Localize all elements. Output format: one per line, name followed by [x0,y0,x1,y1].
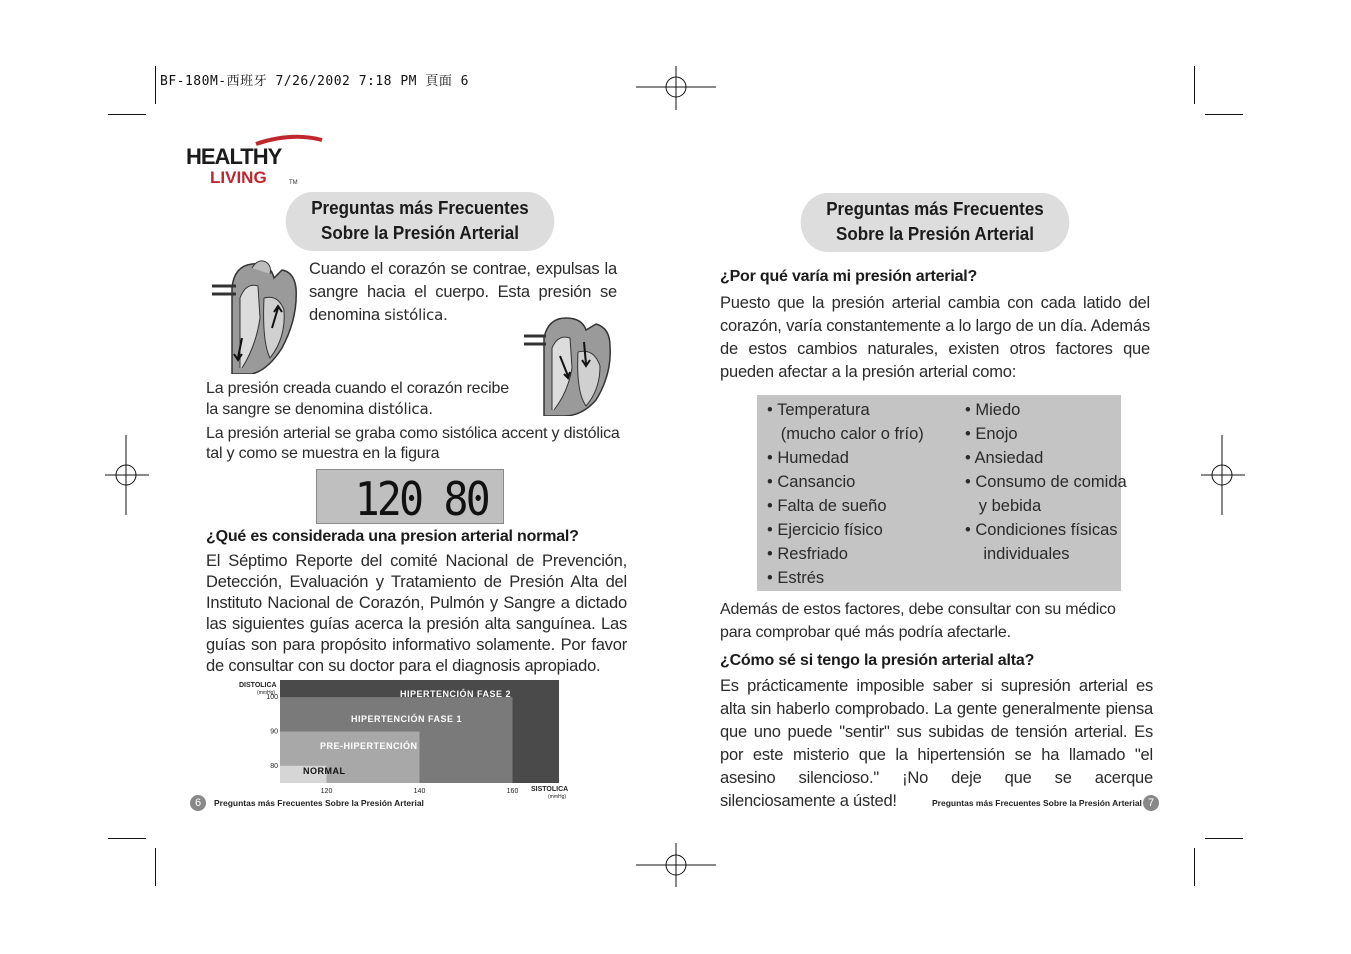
factor-item: • Condiciones físicas [965,521,1118,539]
chart-xlabel: SISTOLICA [531,786,569,793]
left-footer: Preguntas más Frecuentes Sobre la Presión Arterial [214,798,424,808]
systolic-term: sistólica [384,306,444,324]
left-header-line1: Preguntas más Frecuentes [311,197,529,218]
right-answer-high: Es prácticamente imposible saber si supresión arterial es alta sin haberlo comprobado. La gente generalmente piensa que uno puede "sentir" sus subidas de tensión arterial. Es por este misterio que la hipertensión se ha llamado "el asesino silencioso." ¡No deje que se acerque silenciosamente a ústed! [720,677,1153,810]
factors-list-2 [965,398,1127,566]
right-after-factors [720,598,1150,644]
factor-item: • Ejercicio físico [767,521,883,539]
chart-xunit: (mmHg) [548,794,567,800]
para2-line1: La presión creada cuando el corazón recibe [206,380,509,397]
left-header-line2: Sobre la Presión Arterial [320,222,520,243]
x-tick-label: 140 [413,788,426,795]
left-question-normal: ¿Qué es considerada una presion arterial normal? [206,528,579,545]
lcd-systolic: 120 [354,472,422,526]
lcd-diastolic: 80 [443,472,488,526]
right-question-varies: ¿Por qué varía mi presión arterial? [720,268,978,285]
logo-living-text: LIVING [210,168,267,187]
registration-mark-right-icon [1201,435,1245,515]
right-footer: Preguntas más Frecuentes Sobre la Presión Arterial [932,798,1142,808]
factor-item: individuales [965,545,1070,563]
x-tick-label: 160 [506,788,519,795]
factor-item: y bebida [965,497,1042,515]
left-page-number: 6 [190,795,206,811]
logo-healthy-text: HEALTHY [186,144,282,169]
factor-item: • Cansancio [767,473,856,491]
lcd-display [316,469,504,524]
para2-suffix: . [428,401,433,418]
y-tick-label: 80 [270,762,278,770]
registration-mark-top-icon [636,66,716,110]
print-slug: BF-180M-西班牙 7/26/2002 7:18 PM 頁面 6 [160,74,469,89]
left-para-diastolic [206,379,526,420]
factor-item: • Miedo [965,401,1021,419]
bp-category-chart [235,678,575,800]
chart-ylabel: DISTOLICA [239,682,277,689]
right-question-high: ¿Cómo sé si tengo la presión arterial alta? [720,652,1035,669]
y-tick-label: 90 [270,728,278,736]
left-para-recorded: La presión arterial se graba como sistólica accent y distólica tal y como se muestra en la figura [206,425,620,462]
left-section-header [286,192,555,251]
para2-line2: la sangre se denomina [206,401,368,418]
right-header-line1: Preguntas más Frecuentes [826,198,1044,219]
para1-suffix: . [443,306,448,324]
y-tick-label: 100 [266,694,278,702]
healthy-living-logo [186,134,326,192]
factor-item: • Enojo [965,425,1018,443]
left-answer-normal: El Séptimo Reporte del comité Nacional de Prevención, Detección, Evaluación y Tratamiento de Presión Alta del Instituto Nacional de Corazón, Pulmón y Sangre a dictado las siguientes guías acerca la presión alta sanguínea. Las guías son para propósito informativo solamente. Por favor de consultar con su doctor para el diagnosis apropiado. [206,552,627,675]
heart-contracting-illustration [212,258,304,374]
right-section-header [801,193,1070,252]
after-factors-line2: para comprobar qué más podría afectarle. [720,624,1011,641]
right-header-line2: Sobre la Presión Arterial [835,223,1035,244]
zone-label-3: NORMAL [303,766,346,776]
factor-item: • Falta de sueño [767,497,887,515]
factor-item: (mucho calor o frío) [767,425,924,443]
diastolic-term: distólica [367,400,429,418]
zone-label-2: PRE-HIPERTENCIÓN [320,741,418,751]
factor-item: • Resfriado [767,545,848,563]
right-answer-varies: Puesto que la presión arterial cambia con cada latido del corazón, varía constantemente a lo largo de un día. Además de estos cambios naturales, existen otros factores que pueden afectar a la presión arterial como: [720,294,1150,381]
factor-item: • Estrés [767,569,825,587]
registration-mark-left-icon [105,435,149,515]
factor-item: • Temperatura [767,401,870,419]
factor-item: • Humedad [767,449,849,467]
factor-item: • Consumo de comida [965,473,1127,491]
para1-text: Cuando el corazón se contrae, expulsas la sangre hacia el cuerpo. Esta presión se denomina [309,260,617,324]
registration-mark-bottom-icon [636,843,716,887]
right-page-number: 7 [1143,795,1159,811]
factor-item: • Ansiedad [965,449,1044,467]
heart-relaxing-illustration [524,312,616,416]
x-tick-label: 120 [320,788,333,795]
zone-label-1: HIPERTENCIÓN FASE 1 [351,714,463,724]
factors-list-1 [767,398,924,590]
zone-label-0: HIPERTENCIÓN FASE 2 [400,689,512,699]
chart-yunit: (mmHg) [257,690,276,696]
after-factors-line1: Además de estos factores, debe consultar con su médico [720,601,1116,618]
logo-tm-text: TM [289,180,298,186]
